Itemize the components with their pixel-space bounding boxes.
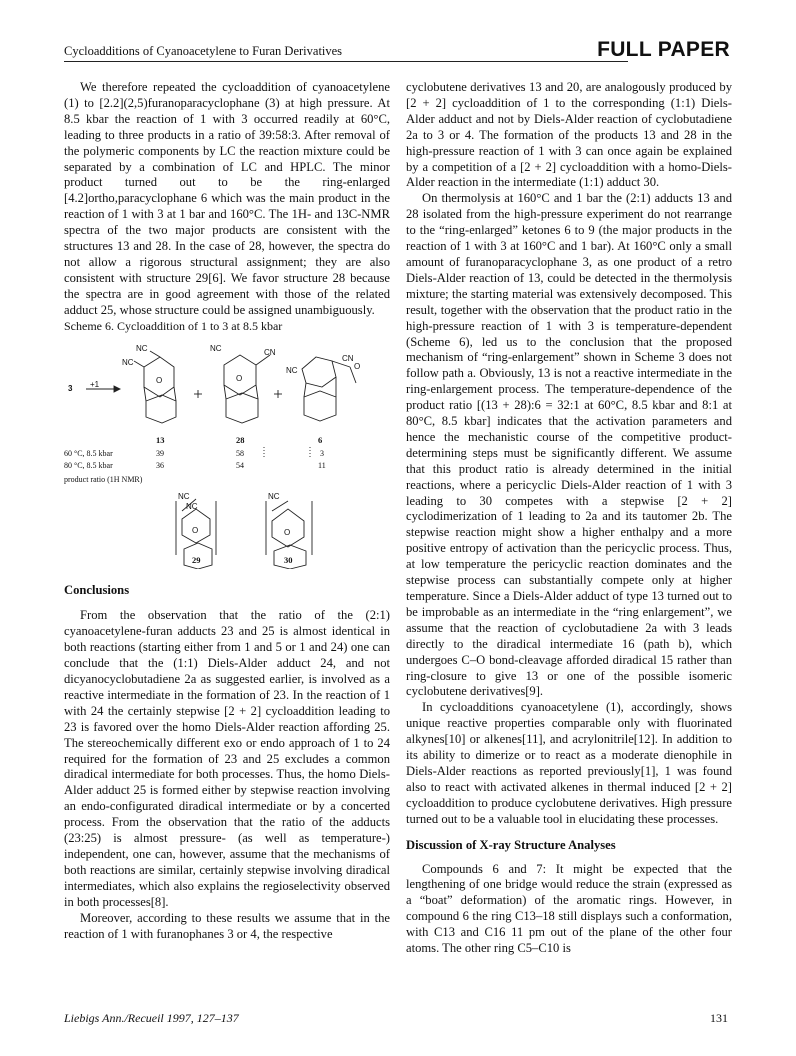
left-paragraph-2: From the observation that the ratio of the (2:1) cyanoacetylene-furan adducts 23 and 25 is almost identical in both reactions (starting either from 1 and 5 or 1 and 24) one can conclude that the (1:1) Diels-Alder adduct 24, and not dicyanocyclobutadiene 2a as suggested earlier, is involved as a reactive intermediate in the formation of 23. In the reaction of 1 with 24 the certainly stepwise [2 + 2] cycloaddition leading to 23 is favored over the homo Diels-Alder reaction affording 25. The stereochemically different exo or endo approach of 1 to 24 required for the formation of 23 and 25 excludes a common diradical intermediate for both processes. Thus, the homo Diels-Alder adduct 25 is formed either by stepwise reaction involving an endo-configurated diradical intermediate or by a concerted process. From the observation that the ratio of the adducts (23:25) is almost pressure- (as well as temperature-) independent, one can, however, assume that the mechanisms of both reactions are similar, certainly stepwise involving diradical intermediates, which also explains the regioselectivity observed in both processes[8]. xyxy=(64,608,390,909)
nc-label-29b: NC xyxy=(186,501,198,511)
oxygen-label-30: O xyxy=(284,527,291,537)
compound-label-28: 28 xyxy=(236,434,245,445)
condition-row-2-value-28: 54 xyxy=(236,460,244,470)
right-paragraph-4: Compounds 6 and 7: It might be expected that the lengthening of one bridge would reduce the strain (expressed as a “boat” deformation) of the aromatic rings. However, in compound 6 the ring C13–18 still displays such a conformation, with C13 and C16 11 pm out of the plane of the other four atoms. The other ring C5–C10 is xyxy=(406,861,732,956)
nc-label-3: NC xyxy=(210,343,222,353)
condition-row-1-value-13: 39 xyxy=(156,448,164,458)
condition-row-2-value-6: 11 xyxy=(318,460,326,470)
right-column xyxy=(406,80,732,957)
nc-label-4: NC xyxy=(286,365,298,375)
oxygen-label-13: O xyxy=(156,375,163,385)
ratio-note: product ratio (1H NMR) xyxy=(64,474,143,484)
cn-label-1: CN xyxy=(264,347,276,357)
header-rule xyxy=(64,61,628,62)
conclusions-heading: Conclusions xyxy=(64,582,130,597)
oxygen-label-6: O xyxy=(354,361,361,371)
section-label: FULL PAPER xyxy=(597,38,730,61)
condition-row-1-value-28: 58 xyxy=(236,448,244,458)
oxygen-label-29: O xyxy=(192,525,199,535)
cn-label-2: CN xyxy=(342,353,354,363)
page-number: 131 xyxy=(710,1011,728,1025)
right-paragraph-3: In cycloadditions cyanoacetylene (1), accordingly, shows unique reactive properties comparable only with fluorinated alkynes[10] or alkenes[11], and acrylonitrile[12]. In addition to its ability to dimerize or to react as a moderate dienophile in Diels-Alder reactions as reported previously[1], 1 was found also to react with activated alkenes in thermal induced [2 + 2] cycloaddition to produce cyclobutene derivatives. High pressure turned out to be a valuable tool in elucidating these processes. xyxy=(406,700,732,826)
scheme-caption: Scheme 6. Cycloaddition of 1 to 3 at 8.5 kbar xyxy=(64,318,283,333)
reactant-label: 3 xyxy=(68,383,73,393)
running-title: Cycloadditions of Cyanoacetylene to Furan Derivatives xyxy=(64,44,343,58)
xray-heading: Discussion of X-ray Structure Analyses xyxy=(406,837,616,852)
condition-row-1-label: 60 °C, 8.5 kbar xyxy=(64,448,113,458)
journal-citation: Liebigs Ann./Recueil 1997, 127–137 xyxy=(64,1011,239,1025)
condition-row-1-value-6: 3 xyxy=(320,448,324,458)
right-paragraph-1: cyclobutene derivatives 13 and 20, are analogously produced by [2 + 2] cycloaddition of 1 to the corresponding (1:1) Diels-Alder adduct and not by Diels-Alder reaction of cyclobutadiene 2a to 3 or 4. The formation of the products 13 and 28 in the high-pressure reaction of 1 with 3 can once again be explained by a competition of a [2 + 2] cycloaddition with a homo-Diels-Alder reaction in the intermediate (1:1) adduct 30. xyxy=(406,80,732,190)
left-paragraph-3: Moreover, according to these results we assume that in the reaction of 1 with furanophanes 3 or 4, the respective xyxy=(64,910,390,941)
condition-row-2-value-13: 36 xyxy=(156,460,164,470)
structure-13 xyxy=(134,351,176,423)
compound-label-6: 6 xyxy=(318,434,323,445)
nc-label-1: NC xyxy=(136,343,148,353)
oxygen-label-28: O xyxy=(236,373,243,383)
scheme-6-figure xyxy=(64,339,390,569)
nc-label-30: NC xyxy=(268,491,280,501)
nc-label-2: NC xyxy=(122,357,134,367)
left-column xyxy=(64,80,390,942)
right-paragraph-2: On thermolysis at 160°C and 1 bar the (2:1) adducts 13 and 28 isolated from the high-pressure experiment do not rearrange to the “ring-enlarged” ketones 6 to 9 (the major products in the reaction of 1 with 3 at 160°C and 1 bar). At 160°C only a small amount of furanoparacyclophane 3, as one product of a retro Diels-Alder reaction of 13, could be detected in the thermolysis mixture; the starting material was extensively decomposed. This result, together with the observation that the product ratio in the high-pressure reaction of 1 with 3 is temperature-dependent (Scheme 6), led us to the conclusion that the proposed mechanism of “ring-enlargement” shown in Scheme 3 does not follow path a. Obviously, 13 is not a reactive intermediate in the ring-enlargement process. The temperature-dependence of the product ratio [(13 + 28):6 = 32:1 at 60°C, 8.5 kbar and 8:1 at 80°C, 8.5 kbar] indicates that the activation parameters and hence the mechanistic course of the competitive product-determining steps must be significantly different. We assume that this product ratio is already determined in the initial reactions, where a pericyclic Diels-Alder reaction of 1 with 3 leading to 30 competes with a stepwise [2 + 2] cyclodimerization of 1 leading to 2a and its tautomer 2b. The stepwise reaction might show a higher enthalpy and a more positive entropy of activation than the pericyclic process. Thus, at low temperature the pericyclic reaction dominates and the stepwise process can substantially compete only at higher temperature. Since a Diels-Alder adduct of type 13 turned out to be improbable as an intermediate in the “ring enlargement”, we assume that the reaction of cyclobutadiene 2a with 3 leads directly to the diradical intermediate 16 (path b), which undergoes C–O bond-cleavage afforded diradical 15 rather than ring-closure to give 13 or one of the possible isomeric cyclobutene derivatives[9]. xyxy=(406,191,732,699)
condition-row-2-label: 80 °C, 8.5 kbar xyxy=(64,460,113,470)
nc-label-29a: NC xyxy=(178,491,190,501)
compound-label-13: 13 xyxy=(156,434,165,445)
compound-label-29: 29 xyxy=(192,554,201,565)
arrow-head xyxy=(114,386,120,392)
left-paragraph-1: We therefore repeated the cycloaddition of cyanoacetylene (1) to [2.2](2,5)furanoparacyclophane (3) at high pressure. At 8.5 kbar the reaction of 1 with 3 occurred readily at 60°C, leading to three products in a ratio of 39:58:3. After removal of the polymeric components by LC the reaction mixture could be separated by a combination of LC and HPLC. The minor product turned out to be the ring-enlarged [4.2]ortho,paracyclophane 6 which was the main product in the reaction of 1 with 3 at 1 bar and 160°C. The 1H- and 13C-NMR spectra of the two major products are consistent with the structures 13 and 28. In the case of 28, however, the spectra do not allow a rigorous structural assignment; they are also consistent with structure 29[6]. We favor structure 28 because the spectra are in good agreement with those of the related adduct 25, whose structure could be assigned unambiguously. xyxy=(64,80,390,317)
compound-label-30: 30 xyxy=(284,554,293,565)
structure-28 xyxy=(224,355,270,423)
reagent-label: +1 xyxy=(90,379,100,389)
